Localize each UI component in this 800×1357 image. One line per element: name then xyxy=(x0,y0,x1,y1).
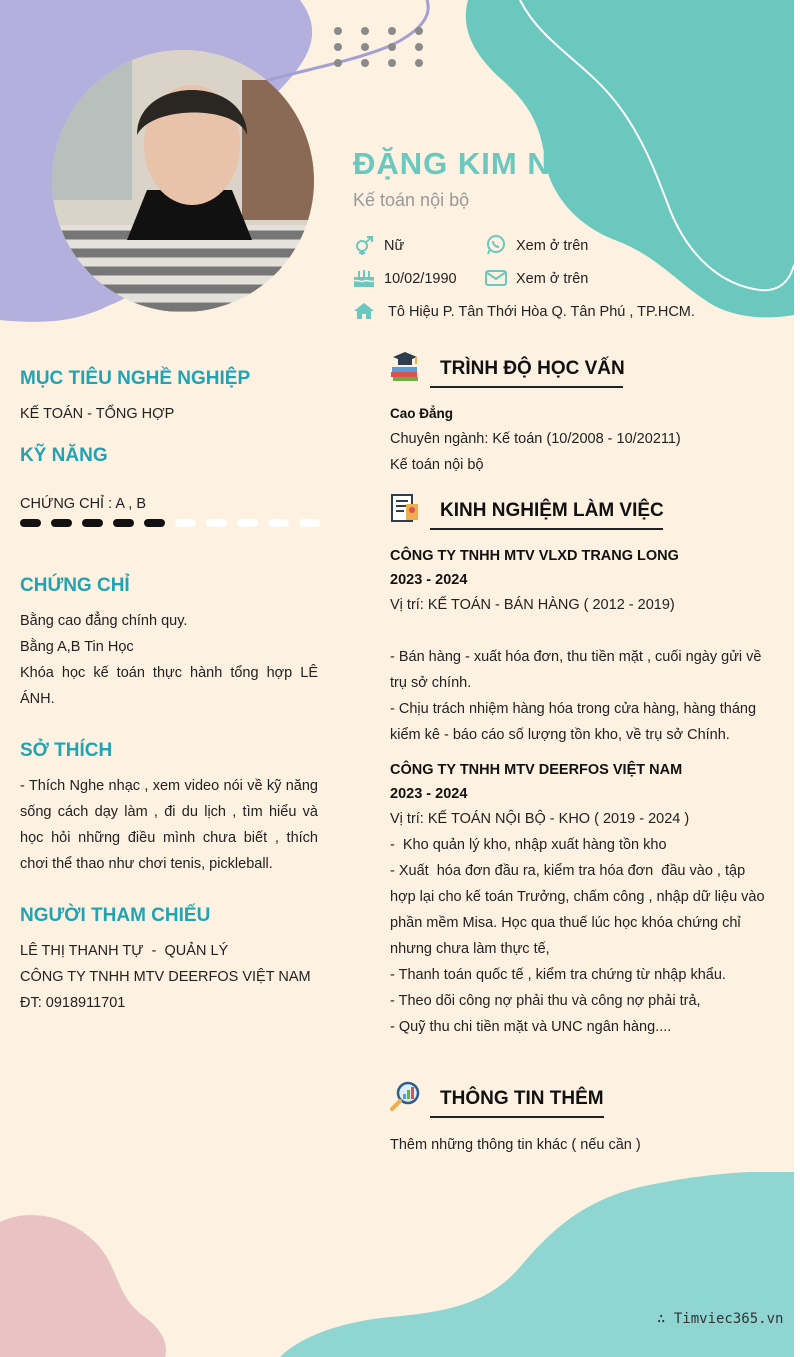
pink-blob xyxy=(0,1212,170,1357)
job-duty: - Theo dõi công nợ phải thu và công nợ phải trả, xyxy=(390,993,701,1009)
objective-text: KẾ TOÁN - TỔNG HỢP xyxy=(20,406,175,422)
reference-line: ĐT: 0918911701 xyxy=(20,995,126,1011)
skill-level-segment xyxy=(20,519,41,527)
skill-level-segment xyxy=(268,519,289,527)
more-info-icon xyxy=(389,1080,421,1112)
references-heading: NGƯỜI THAM CHIẾU xyxy=(20,905,211,926)
job-duty: - Kho quản lý kho, nhập xuất hàng tồn kho xyxy=(390,837,667,853)
email-icon xyxy=(485,268,507,288)
experience-heading: KINH NGHIỆM LÀM VIỆC xyxy=(440,500,664,521)
hobbies-heading: SỞ THÍCH xyxy=(20,740,113,761)
teal-bottom-blob xyxy=(280,1172,794,1357)
skill-level-segment xyxy=(51,519,72,527)
gender-value: Nữ xyxy=(384,238,405,254)
job-duty: - Quỹ thu chi tiền mặt và UNC ngân hàng.... xyxy=(390,1019,672,1035)
skill-level-segment xyxy=(299,519,320,527)
more-info-heading: THÔNG TIN THÊM xyxy=(440,1088,604,1109)
whatsapp-icon xyxy=(485,235,507,255)
more-info-text: Thêm những thông tin khác ( nếu cần ) xyxy=(390,1137,641,1153)
job-duty: - Bán hàng - xuất hóa đơn, thu tiền mặt , cuối ngày gửi về trụ sở chính. xyxy=(390,649,762,691)
job-company: CÔNG TY TNHH MTV DEERFOS VIỆT NAM xyxy=(390,762,683,778)
job-period: 2023 - 2024 xyxy=(390,786,468,802)
education-description: Kế toán nội bộ xyxy=(390,457,484,473)
job-title: Kế toán nội bộ xyxy=(353,190,470,210)
skill-level-segment xyxy=(82,519,103,527)
reference-line: CÔNG TY TNHH MTV DEERFOS VIỆT NAM xyxy=(20,969,311,985)
candidate-name: ĐẶNG KIM NGỌC xyxy=(353,146,625,181)
skill-level-segment xyxy=(237,519,258,527)
job-position: Vị trí: KẾ TOÁN - BÁN HÀNG ( 2012 - 2019) xyxy=(390,597,675,613)
skills-heading: KỸ NĂNG xyxy=(20,445,108,466)
certificate-item: Bằng A,B Tin Học xyxy=(20,639,134,655)
profile-photo xyxy=(52,50,314,312)
skill-level-segment xyxy=(206,519,227,527)
gender-icon xyxy=(353,235,375,255)
more-info-underline xyxy=(430,1116,604,1118)
skill-level-segment xyxy=(113,519,134,527)
skill-level-segment xyxy=(144,519,165,527)
home-icon xyxy=(353,301,375,321)
dots-decoration xyxy=(330,24,430,72)
job-position: Vị trí: KẾ TOÁN NỘI BỘ - KHO ( 2019 - 2024 ) xyxy=(390,811,690,827)
certificates-heading: CHỨNG CHỈ xyxy=(20,575,130,596)
objective-heading: MỤC TIÊU NGHỀ NGHIỆP xyxy=(20,368,251,389)
education-icon xyxy=(389,350,421,382)
experience-icon xyxy=(389,492,421,524)
job-duty: - Thanh toán quốc tế , kiểm tra chứng từ nhập khẩu. xyxy=(390,967,726,983)
job-duty: - Xuất hóa đơn đầu ra, kiểm tra hóa đơn đầu vào , tập hợp lại cho kế toán Trưởng, chấm công , nhập dữ liệu vào phần mềm Misa. Học qua thuế lúc học khóa chứng chỉ nhưng chưa làm thực tế, xyxy=(390,863,769,957)
skill-level-segment xyxy=(175,519,196,527)
birthdate-value: 10/02/1990 xyxy=(384,271,457,287)
job-duty: - Chịu trách nhiệm hàng hóa trong cửa hàng, hàng tháng kiểm kê - báo cáo số lượng tồn kho, về trụ sở Chính. xyxy=(390,701,757,743)
certificate-item: Bằng cao đẳng chính quy. xyxy=(20,613,188,629)
email-value: Xem ở trên xyxy=(516,271,589,287)
education-heading: TRÌNH ĐỘ HỌC VẤN xyxy=(440,358,625,379)
education-underline xyxy=(430,386,623,388)
education-school: Cao Đẳng xyxy=(390,406,454,421)
job-period: 2023 - 2024 xyxy=(390,572,468,588)
birthday-cake-icon xyxy=(353,268,375,288)
phone-value: Xem ở trên xyxy=(516,238,589,254)
skill-name: CHỨNG CHỈ : A , B xyxy=(20,496,146,512)
address-value: Tô Hiệu P. Tân Thới Hòa Q. Tân Phú , TP.HCM. xyxy=(388,304,695,320)
certificate-item: Khóa học kế toán thực hành tổng hợp LÊ ÁNH. xyxy=(20,665,318,707)
job-company: CÔNG TY TNHH MTV VLXD TRANG LONG xyxy=(390,548,679,564)
education-major: Chuyên ngành: Kế toán (10/2008 - 10/20211) xyxy=(390,431,681,447)
reference-line: LÊ THỊ THANH TỰ - QUẢN LÝ xyxy=(20,943,229,959)
watermark: ∴ Timviec365.vn xyxy=(657,1311,784,1327)
hobbies-text: - Thích Nghe nhạc , xem video nói về kỹ năng sống cách dạy làm , đi du lịch , tìm hiểu và học hỏi những điều mình chưa biết , thích chơi thể thao như chơi tenis, pickleball. xyxy=(20,778,318,872)
experience-underline xyxy=(430,528,663,530)
